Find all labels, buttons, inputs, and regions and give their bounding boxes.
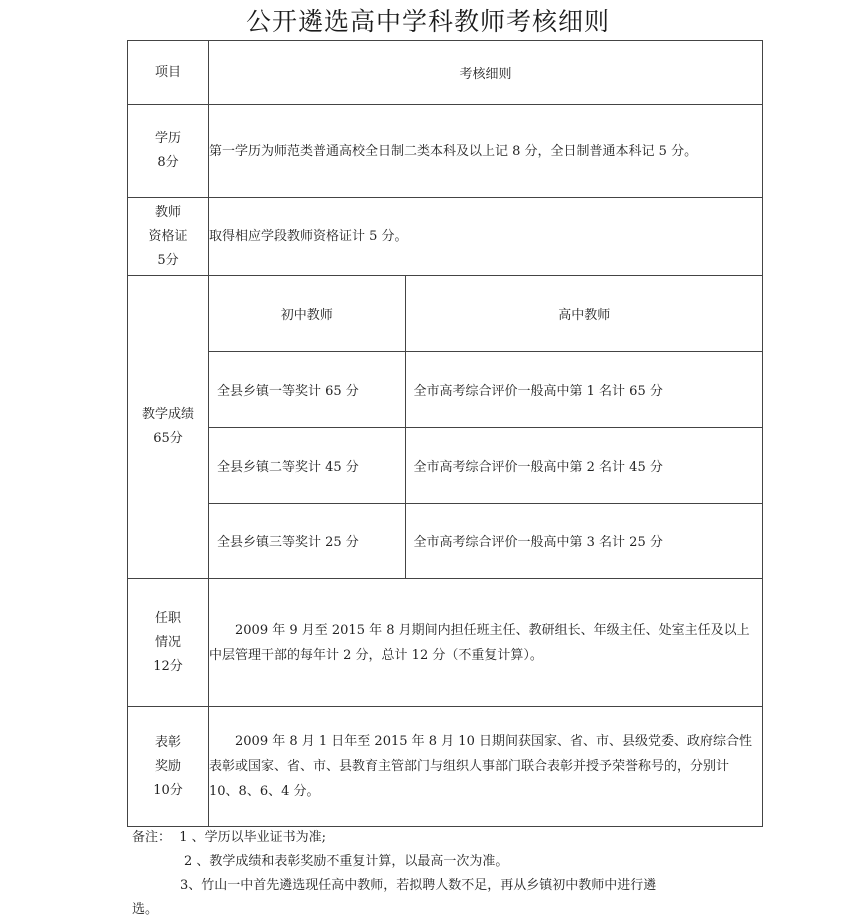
senior-score-cell: 全市高考综合评价一般高中第 3 名计 25 分: [413, 535, 663, 551]
row-awards: [128, 707, 763, 827]
education-label: 学历 8分: [128, 105, 209, 198]
row-position: [128, 579, 763, 707]
certificate-detail: 取得相应学段教师资格证计 5 分。: [209, 198, 763, 276]
teaching-subtable: [209, 276, 763, 578]
junior-score-cell: 全县乡镇一等奖计 65 分: [209, 351, 405, 427]
teaching-subheader-row: [209, 276, 763, 351]
certificate-label: 教师 资格证 5分: [128, 198, 209, 276]
table-header-row: [128, 41, 763, 105]
junior-score-cell: 全县乡镇三等奖计 25 分: [209, 503, 405, 578]
awards-label: 表彰 奖励 10分: [128, 707, 209, 827]
header-item-cell: 项目: [128, 41, 209, 105]
note-1: 备注： 1 、学历以毕业证书为准;: [132, 830, 327, 845]
teaching-label: 教学成绩 65分: [128, 276, 209, 579]
position-label: 任职 情况 12分: [128, 579, 209, 707]
education-detail: 第一学历为师范类普通高校全日制二类本科及以上记 8 分，全日制普通本科记 5 分。: [209, 105, 763, 198]
table-row: [209, 351, 763, 427]
row-education: [128, 105, 763, 198]
table-row: [209, 427, 763, 503]
notes-section: [132, 826, 762, 922]
note-3: 3、竹山一中首先遴选现任高中教师，若拟聘人数不足，再从乡镇初中教师中进行遴: [180, 878, 657, 893]
senior-score-cell: 全市高考综合评价一般高中第 2 名计 45 分: [405, 427, 763, 503]
junior-teacher-header: 初中教师: [209, 276, 405, 351]
teaching-subtable-cell: [209, 276, 763, 579]
assessment-table: [127, 40, 763, 827]
position-detail: 2009 年 9 月至 2015 年 8 月期间内担任班主任、教研组长、年级主任、处室主任及以上中层管理干部的每年计 2 分，总计 12 分（不重复计算）。: [209, 579, 763, 707]
table-row: [209, 503, 763, 578]
senior-teacher-header: 高中教师: [405, 276, 763, 351]
header-detail-cell: 考核细则: [209, 41, 763, 105]
senior-score-cell: 全市高考综合评价一般高中第 1 名计 65 分: [405, 351, 763, 427]
note-2: 2 、教学成绩和表彰奖励不重复计算，以最高一次为准。: [184, 854, 509, 869]
page-title: 公开遴选高中学科教师考核细则: [245, 7, 610, 36]
row-teaching: [128, 276, 763, 579]
awards-detail: 2009 年 8 月 1 日年至 2015 年 8 月 10 日期间获国家、省、市、县级党委、政府综合性表彰或国家、省、市、县教育主管部门与组织人事部门联合表彰并授予荣誉称号的，分别计 10、8、6、4 分。: [209, 707, 763, 827]
note-3-continued: 选。: [132, 902, 159, 917]
notes-prefix: 备注：: [132, 830, 172, 845]
row-certificate: [128, 198, 763, 276]
junior-score-cell: 全县乡镇二等奖计 45 分: [209, 427, 405, 503]
